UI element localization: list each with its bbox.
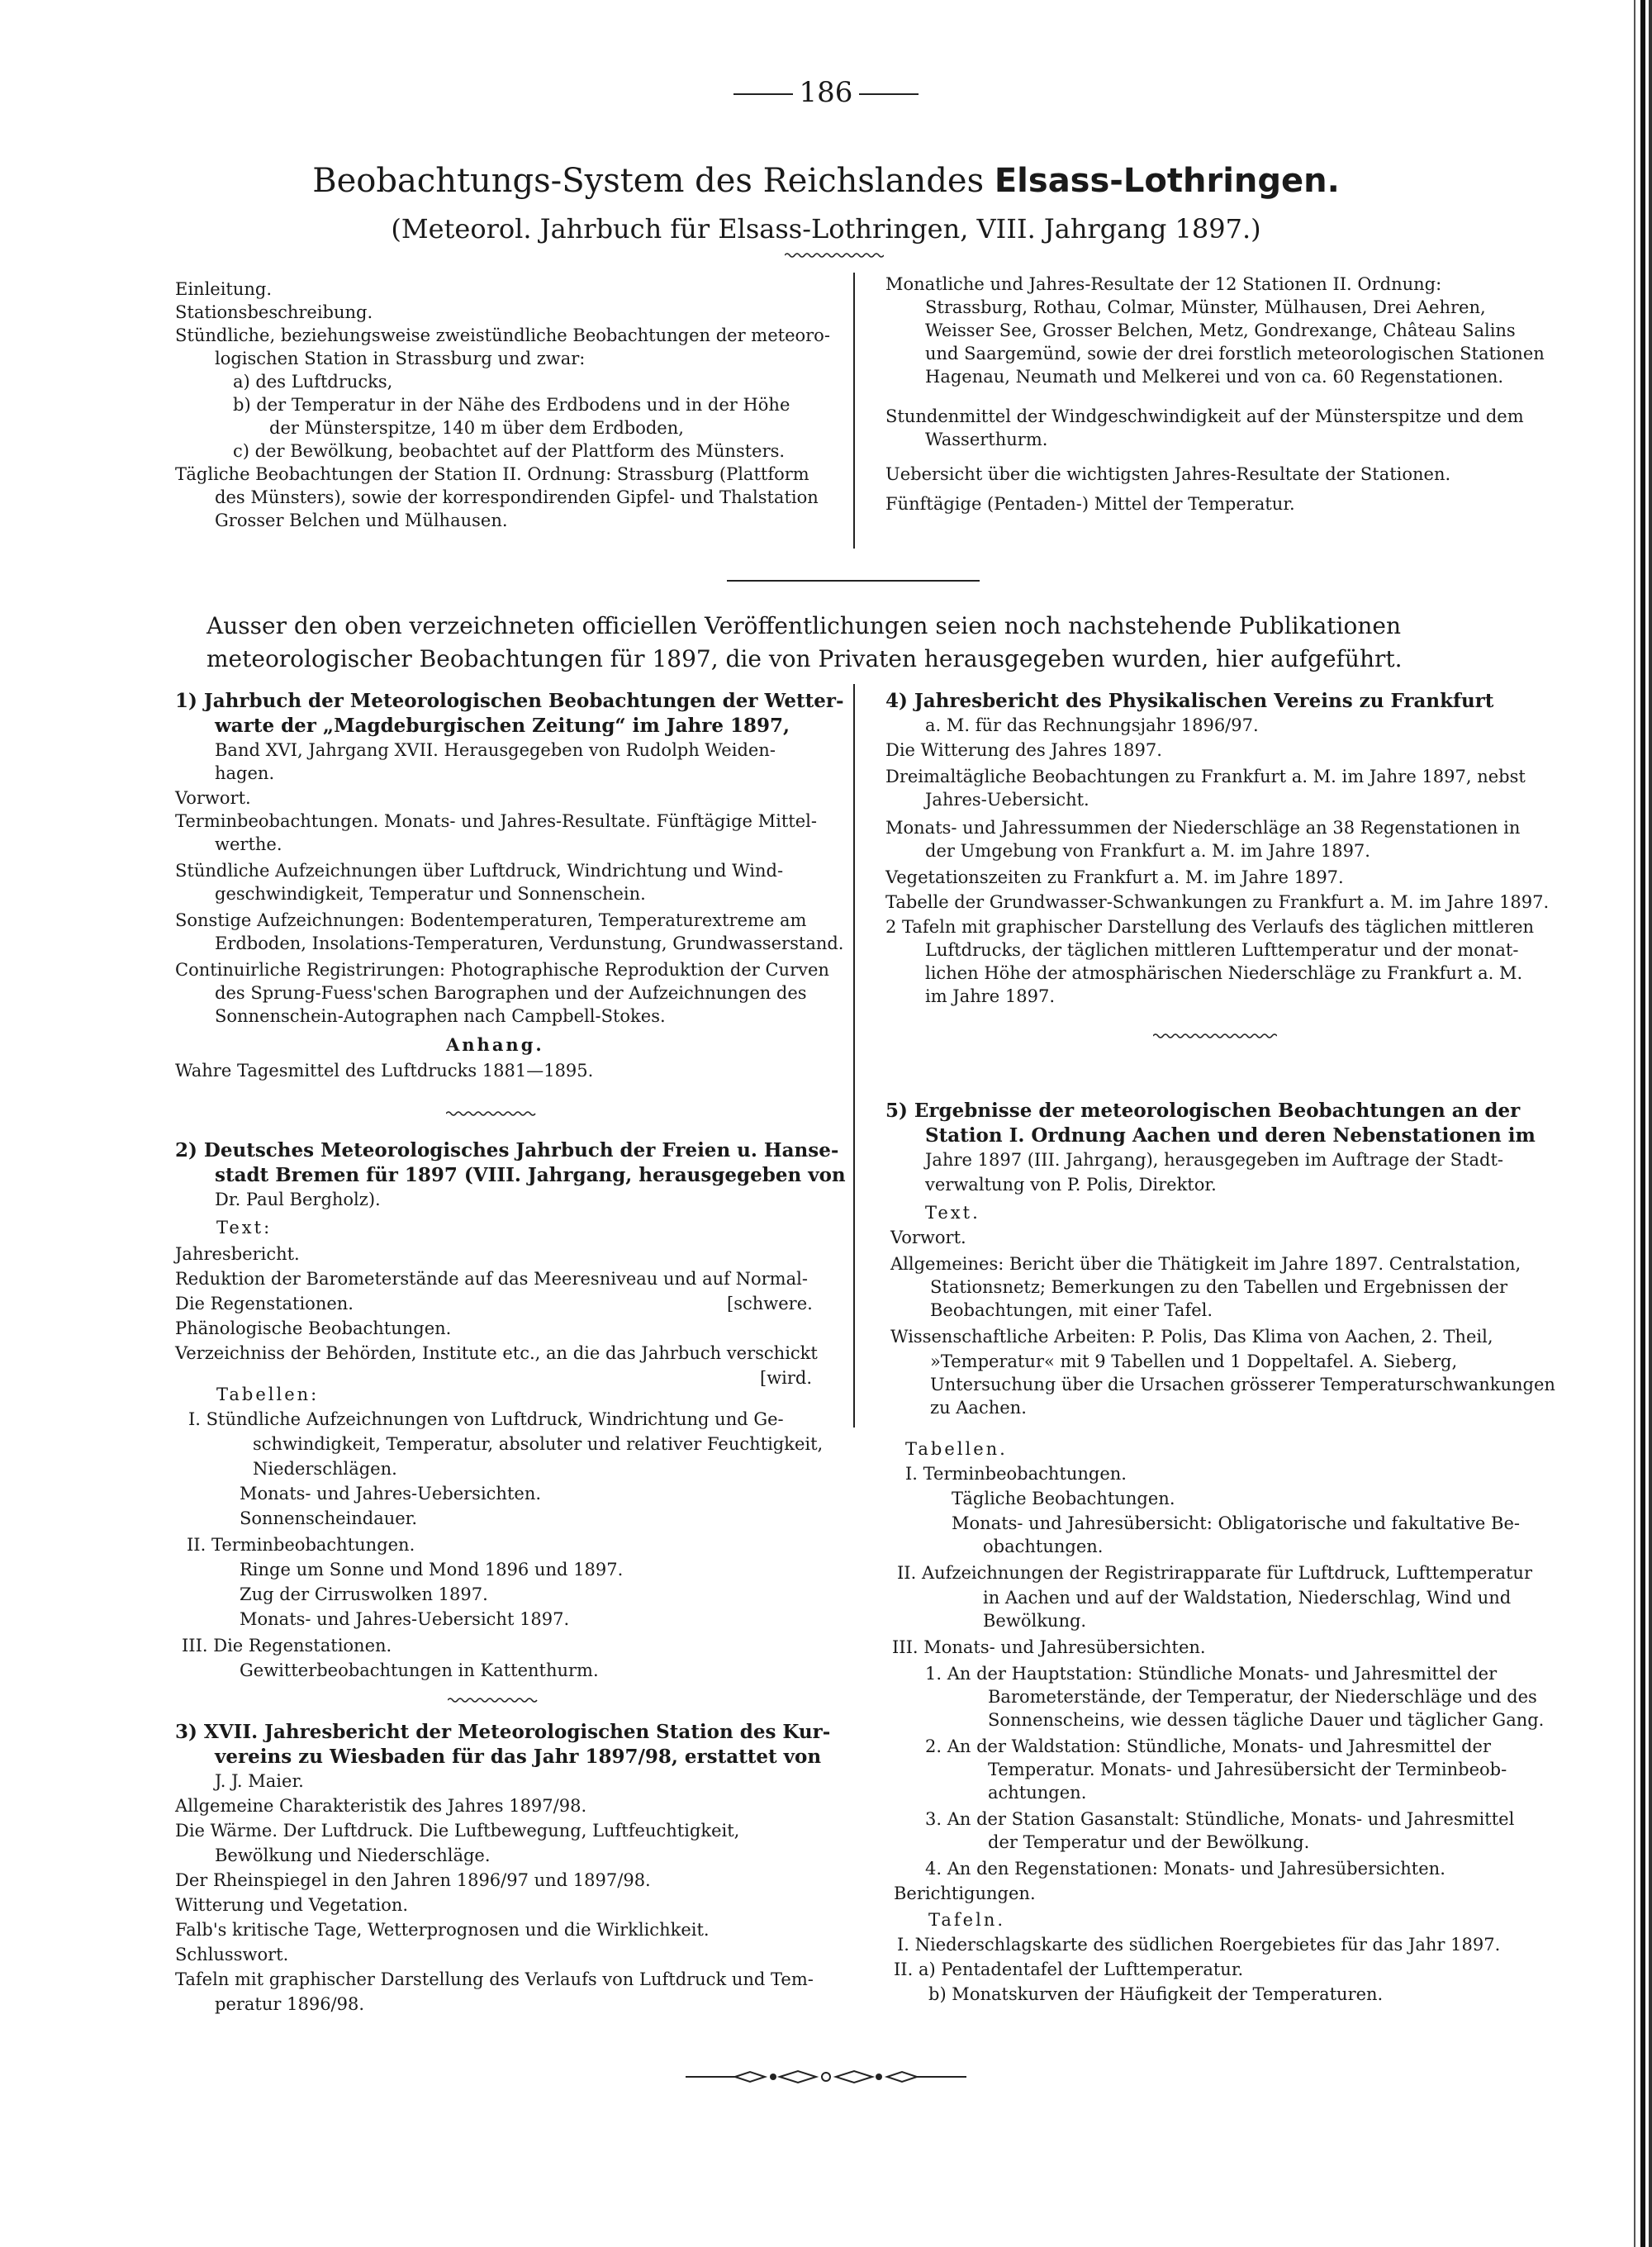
list-item: Vegetationszeiten zu Frankfurt a. M. im Jahre 1897. <box>885 867 1344 887</box>
list-item: Berichtigungen. <box>894 1884 1036 1903</box>
list-item: werthe. <box>215 834 282 854</box>
list-item: Phänologische Beobachtungen. <box>175 1318 452 1338</box>
list-item: der Temperatur und der Bewölkung. <box>988 1832 1310 1852</box>
scan-edge-decoration <box>1619 0 1652 2247</box>
section-heading: 2) Deutsches Meteorologisches Jahrbuch der Freien u. Hanse- <box>175 1139 839 1162</box>
list-item: Monats- und Jahresübersicht: Obligatorische und fakultative Be- <box>952 1513 1520 1533</box>
list-item: Vorwort. <box>890 1228 966 1247</box>
title-bold: Elsass-Lothringen. <box>994 162 1340 200</box>
list-item: a) des Luftdrucks, <box>233 372 393 392</box>
list-item: Beobachtungen, mit einer Tafel. <box>930 1300 1213 1320</box>
section-heading: 1) Jahrbuch der Meteorologischen Beobachtungen der Wetter- <box>175 690 844 712</box>
list-item: 2 Tafeln mit graphischer Darstellung des Verlaufs des täglichen mittleren <box>885 917 1535 937</box>
list-item: a. M. für das Rechnungsjahr 1896/97. <box>925 715 1259 735</box>
list-item: II. Terminbeobachtungen. <box>187 1535 415 1555</box>
list-item: Tafeln mit graphischer Darstellung des Verlaufs von Luftdruck und Tem- <box>175 1969 814 1989</box>
list-item: Jahre 1897 (III. Jahrgang), herausgegeben im Auftrage der Stadt- <box>925 1150 1503 1170</box>
wavy-divider <box>448 1697 539 1703</box>
list-item: Sonnenscheins, wie dessen tägliche Dauer und täglicher Gang. <box>988 1710 1545 1730</box>
list-item: Bewölkung. <box>983 1611 1087 1631</box>
column-divider-top <box>853 273 855 549</box>
list-item: Ringe um Sonne und Mond 1896 und 1897. <box>240 1560 624 1580</box>
list-item: Falb's kritische Tage, Wetterprognosen und die Wirklichkeit. <box>175 1920 710 1940</box>
wavy-divider <box>1153 1033 1277 1039</box>
list-item: Gewitterbeobachtungen in Kattenthurm. <box>240 1660 599 1680</box>
list-item: in Aachen und auf der Waldstation, Niederschlag, Wind und <box>983 1588 1512 1608</box>
list-item: logischen Station in Strassburg und zwar: <box>215 349 586 368</box>
list-item: Erdboden, Insolations-Temperaturen, Verdunstung, Grundwasserstand. <box>215 933 844 953</box>
subheading: Text. <box>925 1203 980 1223</box>
list-item: lichen Höhe der atmosphärischen Niederschläge zu Frankfurt a. M. <box>925 963 1523 983</box>
list-item: J. J. Maier. <box>215 1771 304 1791</box>
list-item: Schlusswort. <box>175 1945 289 1964</box>
list-item: Tabelle der Grundwasser-Schwankungen zu Frankfurt a. M. im Jahre 1897. <box>885 892 1550 912</box>
list-item: III. Monats- und Jahresübersichten. <box>892 1637 1206 1657</box>
list-item: Monats- und Jahres-Uebersichten. <box>240 1484 542 1504</box>
list-item: I. Stündliche Aufzeichnungen von Luftdruck, Windrichtung und Ge- <box>188 1409 784 1429</box>
list-item: Sonnenschein-Autographen nach Campbell-Stokes. <box>215 1006 666 1026</box>
ornament-divider <box>686 2069 966 2085</box>
list-item: Wissenschaftliche Arbeiten: P. Polis, Das Klima von Aachen, 2. Theil, <box>890 1327 1493 1347</box>
list-item: [schwere. <box>727 1294 813 1314</box>
page-number-rule-right <box>859 93 919 95</box>
list-item: b) Monatskurven der Häufigkeit der Temperaturen. <box>928 1984 1384 2004</box>
list-item: hagen. <box>215 763 275 783</box>
list-item: Grosser Belchen und Mülhausen. <box>215 511 508 530</box>
list-item: 4. An den Regenstationen: Monats- und Jahresübersichten. <box>925 1859 1446 1879</box>
list-item: 2. An der Waldstation: Stündliche, Monats- und Jahresmittel der <box>925 1736 1492 1756</box>
list-item: Tägliche Beobachtungen. <box>952 1489 1175 1508</box>
list-item: I. Terminbeobachtungen. <box>905 1464 1127 1484</box>
section-divider <box>727 580 980 582</box>
list-item: Temperatur. Monats- und Jahresübersicht der Terminbeob- <box>988 1760 1507 1779</box>
list-item: [wird. <box>760 1368 813 1388</box>
page-number: 186 <box>799 76 853 109</box>
subheading: Text: <box>216 1218 273 1238</box>
list-item: Stündliche, beziehungsweise zweistündliche Beobachtungen der meteoro- <box>175 325 830 345</box>
list-item: Monats- und Jahressummen der Niederschläge an 38 Regenstationen in <box>885 818 1521 838</box>
list-item: Die Witterung des Jahres 1897. <box>885 740 1162 760</box>
list-item: Zug der Cirruswolken 1897. <box>240 1584 488 1604</box>
list-item: 1. An der Hauptstation: Stündliche Monats- und Jahresmittel der <box>925 1664 1498 1684</box>
list-item: obachtungen. <box>983 1537 1104 1556</box>
subheading: Tabellen. <box>905 1439 1008 1459</box>
title-main: Beobachtungs-System des Reichslandes <box>312 162 995 200</box>
list-item: achtungen. <box>988 1783 1087 1803</box>
list-item: zu Aachen. <box>930 1398 1027 1418</box>
list-item: II. Aufzeichnungen der Registrirapparate für Luftdruck, Lufttemperatur <box>897 1563 1532 1583</box>
list-item: Hagenau, Neumath und Melkerei und von ca. 60 Regenstationen. <box>925 367 1504 387</box>
list-item: Verzeichniss der Behörden, Institute etc., an die das Jahrbuch verschickt <box>175 1343 818 1363</box>
wavy-divider <box>446 1110 537 1117</box>
list-item: Wasserthurm. <box>925 430 1048 449</box>
list-item: Einleitung. <box>175 279 273 299</box>
section-heading: vereins zu Wiesbaden für das Jahr 1897/98, erstattet von <box>215 1746 822 1768</box>
list-item: der Umgebung von Frankfurt a. M. im Jahre 1897. <box>925 841 1370 861</box>
list-item: Sonstige Aufzeichnungen: Bodentemperaturen, Temperaturextreme am <box>175 910 807 930</box>
wavy-divider-title <box>785 252 884 259</box>
list-item: Continuirliche Registrirungen: Photographische Reproduktion der Curven <box>175 960 829 980</box>
list-item: Reduktion der Barometerstände auf das Meeresniveau und auf Normal- <box>175 1269 808 1289</box>
list-item: Stündliche Aufzeichnungen über Luftdruck, Windrichtung und Wind- <box>175 861 784 881</box>
list-item: Sonnenscheindauer. <box>240 1508 418 1528</box>
list-item: Barometerstände, der Temperatur, der Niederschläge und des <box>988 1687 1537 1707</box>
list-item: III. Die Regenstationen. <box>182 1636 392 1656</box>
page-title <box>0 162 1652 200</box>
list-item: Stundenmittel der Windgeschwindigkeit auf der Münsterspitze und dem <box>885 406 1524 426</box>
list-item: Uebersicht über die wichtigsten Jahres-Resultate der Stationen. <box>885 464 1451 484</box>
list-item: Der Rheinspiegel in den Jahren 1896/97 und 1897/98. <box>175 1870 651 1890</box>
list-item: Dreimaltägliche Beobachtungen zu Frankfurt a. M. im Jahre 1897, nebst <box>885 767 1526 786</box>
list-item: Untersuchung über die Ursachen grösserer Temperaturschwankungen <box>930 1375 1555 1394</box>
section-heading: Station I. Ordnung Aachen und deren Nebenstationen im <box>925 1124 1536 1147</box>
list-item: Strassburg, Rothau, Colmar, Münster, Mülhausen, Drei Aehren, <box>925 297 1486 317</box>
list-item: peratur 1896/98. <box>215 1994 365 2014</box>
list-item: I. Niederschlagskarte des südlichen Roergebietes für das Jahr 1897. <box>897 1935 1501 1955</box>
list-item: c) der Bewölkung, beobachtet auf der Plattform des Münsters. <box>233 441 786 461</box>
subheading: Anhang. <box>446 1034 544 1055</box>
page-subtitle: (Meteorol. Jahrbuch für Elsass-Lothringen, VIII. Jahrgang 1897.) <box>391 213 1261 245</box>
list-item: des Münsters), sowie der korrespondirenden Gipfel- und Thalstation <box>215 487 819 507</box>
list-item: im Jahre 1897. <box>925 986 1056 1006</box>
list-item: Fünftägige (Pentaden-) Mittel der Temperatur. <box>885 494 1295 514</box>
list-item: Wahre Tagesmittel des Luftdrucks 1881—1895. <box>175 1061 594 1081</box>
list-item: Weisser See, Grosser Belchen, Metz, Gondrexange, Château Salins <box>925 321 1516 340</box>
list-item: Jahresbericht. <box>175 1244 300 1264</box>
list-item: Die Regenstationen. <box>175 1294 354 1314</box>
list-item: Allgemeine Charakteristik des Jahres 1897/98. <box>175 1796 587 1816</box>
list-item: Witterung und Vegetation. <box>175 1895 409 1915</box>
list-item: verwaltung von P. Polis, Direktor. <box>925 1175 1217 1195</box>
section-heading: 5) Ergebnisse der meteorologischen Beobachtungen an der <box>885 1100 1521 1122</box>
list-item: Stationsbeschreibung. <box>175 302 373 322</box>
list-item: Allgemeines: Bericht über die Thätigkeit im Jahre 1897. Centralstation, <box>890 1254 1521 1274</box>
list-item: Terminbeobachtungen. Monats- und Jahres-Resultate. Fünftägige Mittel- <box>175 811 817 831</box>
list-item: Stationsnetz; Bemerkungen zu den Tabellen und Ergebnissen der <box>930 1277 1508 1297</box>
list-item: Band XVI, Jahrgang XVII. Herausgegeben von Rudolph Weiden- <box>215 740 776 760</box>
list-item: Monats- und Jahres-Uebersicht 1897. <box>240 1609 570 1629</box>
list-item: Dr. Paul Bergholz). <box>215 1190 381 1209</box>
subheading: Tafeln. <box>928 1910 1006 1930</box>
list-item: des Sprung-Fuess'schen Barographen und der Aufzeichnungen des <box>215 983 807 1003</box>
list-item: geschwindigkeit, Temperatur und Sonnenschein. <box>215 884 646 904</box>
list-item: II. a) Pentadentafel der Lufttemperatur. <box>894 1960 1244 1979</box>
list-item: b) der Temperatur in der Nähe des Erdbodens und in der Höhe <box>233 395 790 415</box>
column-divider-lower <box>853 684 855 1428</box>
list-item: »Temperatur« mit 9 Tabellen und 1 Doppeltafel. A. Sieberg, <box>930 1352 1458 1371</box>
list-item: schwindigkeit, Temperatur, absoluter und relativer Feuchtigkeit, <box>253 1434 824 1454</box>
list-item: 3. An der Station Gasanstalt: Stündliche, Monats- und Jahresmittel <box>925 1809 1515 1829</box>
list-item: Jahres-Uebersicht. <box>925 790 1089 810</box>
list-item: Niederschlägen. <box>253 1459 397 1479</box>
intro-paragraph: Ausser den oben verzeichneten officiellen Veröffentlichungen seien noch nachstehende Publikationen meteorologischer Beobachtungen für 1897, die von Privaten herausgegeben wurden, hier aufgeführt. <box>206 612 1403 672</box>
list-item: der Münsterspitze, 140 m über dem Erdboden, <box>269 418 684 438</box>
list-item: Monatliche und Jahres-Resultate der 12 Stationen II. Ordnung: <box>885 274 1442 294</box>
section-heading: 4) Jahresbericht des Physikalischen Vereins zu Frankfurt <box>885 690 1494 712</box>
list-item: Die Wärme. Der Luftdruck. Die Luftbewegung, Luftfeuchtigkeit, <box>175 1821 740 1841</box>
subheading: Tabellen: <box>216 1385 320 1404</box>
list-item: Tägliche Beobachtungen der Station II. Ordnung: Strassburg (Plattform <box>175 464 809 484</box>
section-heading: stadt Bremen für 1897 (VIII. Jahrgang, herausgegeben von <box>215 1164 846 1186</box>
list-item: Bewölkung und Niederschläge. <box>215 1846 491 1865</box>
list-item: und Saargemünd, sowie der drei forstlich meteorologischen Stationen <box>925 344 1545 363</box>
section-heading: warte der „Magdeburgischen Zeitung“ im Jahre 1897, <box>215 715 790 737</box>
list-item: Vorwort. <box>175 788 251 808</box>
list-item: Luftdrucks, der täglichen mittleren Lufttemperatur und der monat- <box>925 940 1519 960</box>
section-heading: 3) XVII. Jahresbericht der Meteorologischen Station des Kur- <box>175 1721 831 1743</box>
